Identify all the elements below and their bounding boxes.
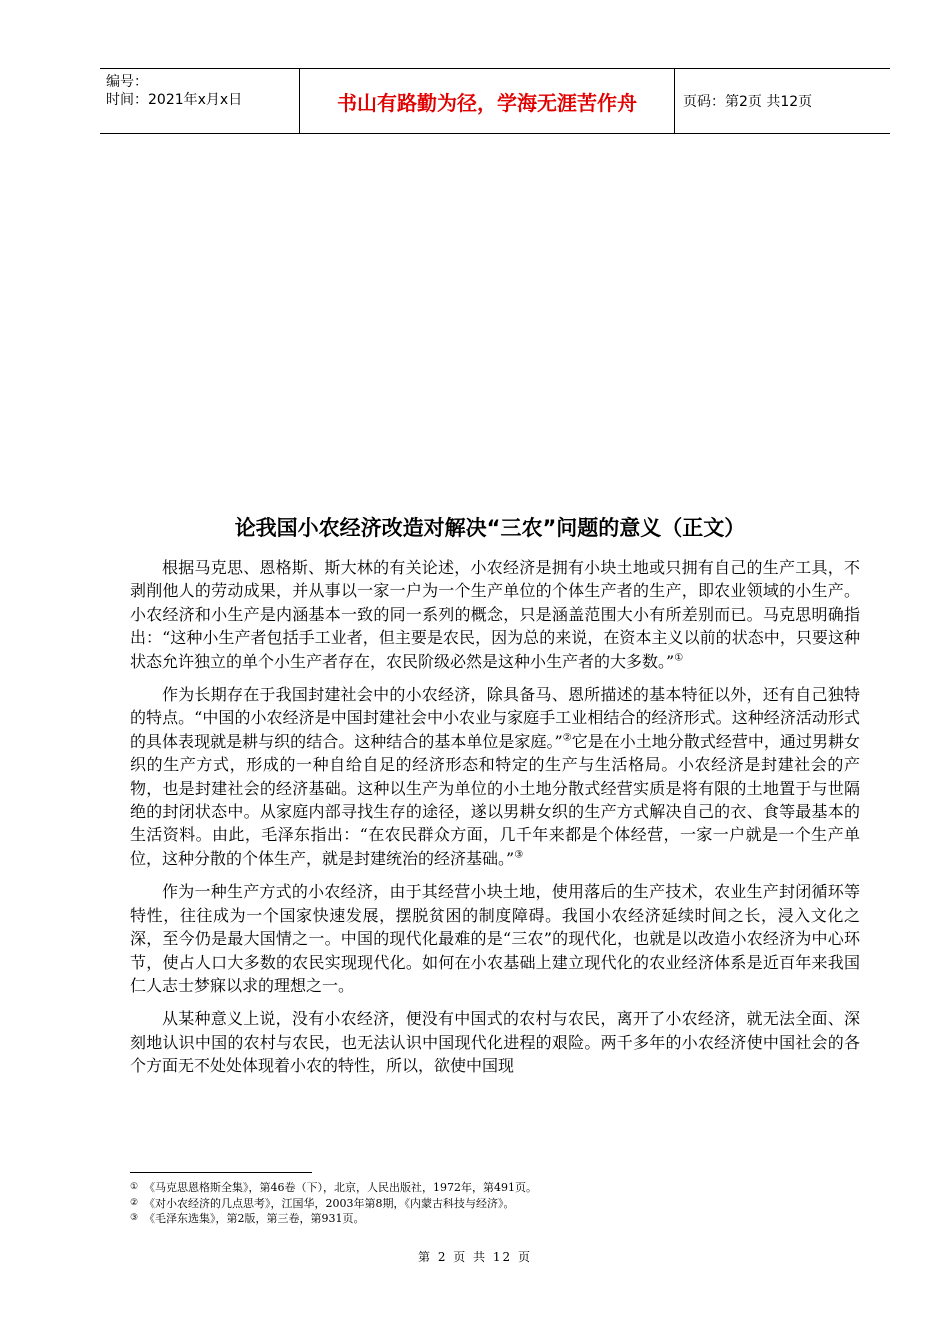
serial-label: 编号： (106, 74, 148, 90)
footnote-mark: ① (130, 1182, 139, 1192)
footnote (130, 1211, 850, 1227)
document-title: 论我国小农经济改造对解决“三农”问题的意义（正文） (234, 516, 746, 540)
footnote-text: 《对小农经济的几点思考》，江国华，2003年第8期，《内蒙古科技与经济》。 (144, 1196, 515, 1210)
footnote-ref: ② (562, 732, 572, 744)
footnote-mark: ③ (130, 1213, 139, 1223)
document-body (130, 556, 860, 1078)
footnote (130, 1180, 850, 1196)
paragraph-text: 它是在小土地分散式经营中，通过男耕女织的生产方式，形成的一种自给自足的经济形态和特定的生产与生活格局。小农经济是封建社会的产物，也是封建社会的经济基础。这种以生产为单位的小土地分散式经营实质是将有限的土地置于与世隔绝的封闭状态中。从家庭内部寻找生存的途径，遂以男耕女织的生产方式解决自己的衣、食等最基本的生活资料。由此，毛泽东指出：“在农民群众方面，几千年来都是个体经营，一家一户就是一个生产单位，这种分散的个体生产，就是封建统治的经济基础。” (130, 731, 860, 868)
paragraph (130, 1007, 860, 1077)
page-header (100, 68, 890, 134)
footnote-divider (130, 1172, 312, 1173)
footnote-text: 《马克思恩格斯全集》，第46卷（下），北京，人民出版社，1972年，第491页。 (144, 1181, 537, 1194)
paragraph-text: 根据马克思、恩格斯、斯大林的有关论述，小农经济是拥有小块土地或只拥有自己的生产工具，不剥削他人的劳动成果，并从事以一家一户为一个生产单位的个体生产者的生产，即农业领域的小生产。小农经济和小生产是内涵基本一致的同一系列的概念，只是涵盖范围大小有所差别而已。马克思明确指出：“这种小生产者包括手工业者，但主要是农民，因为总的来说，在资本主义以前的状态中，只要这种状态允许独立的单个小生产者存在，农民阶级必然是这种小生产者的大多数。” (130, 558, 860, 671)
footnotes (130, 1180, 850, 1227)
footnote-ref: ③ (514, 849, 524, 861)
footnote-text: 《毛泽东选集》，第2版，第三卷，第931页。 (144, 1212, 365, 1225)
time-label: 时间：2021年x月x日 (106, 92, 243, 108)
paragraph (130, 880, 860, 997)
paragraph-text: 作为长期存在于我国封建社会中的小农经济，除具备马、恩所描述的基本特征以外，还有自己独特的特点。“中国的小农经济是中国封建社会中小农业与家庭手工业相结合的经济形式。这种经济活动形式的具体表现就是耕与织的结合。这种结合的基本单位是家庭。” (130, 685, 860, 751)
footnote-ref: ① (674, 652, 684, 664)
header-page-code: 页码：第2页 共12页 (683, 94, 813, 110)
header-meta (100, 69, 300, 133)
footnote (130, 1196, 850, 1212)
paragraph-text: 作为一种生产方式的小农经济，由于其经营小块土地，使用落后的生产技术，农业生产封闭循环等特性，往往成为一个国家快速发展，摆脱贫困的制度障碍。我国小农经济延续时间之长，浸入文化之深，至今仍是最大国情之一。中国的现代化最难的是“三农”的现代化，也就是以改造小农经济为中心环节，使占人口大多数的农民实现现代化。如何在小农基础上建立现代化的农业经济体系是近百年来我国仁人志士梦寐以求的理想之一。 (130, 882, 860, 995)
paragraph (130, 556, 860, 673)
page-footer: 第 2 页 共 12 页 (418, 1250, 532, 1264)
paragraph (130, 683, 860, 870)
header-motto: 书山有路勤为径，学海无涯苦作舟 (300, 69, 675, 133)
footnote-mark: ② (130, 1197, 139, 1208)
paragraph-text: 从某种意义上说，没有小农经济，便没有中国式的农村与农民，离开了小农经济，就无法全面、深刻地认识中国的农村与农民，也无法认识中国现代化进程的艰险。两千多年的小农经济使中国社会的各个方面无不处处体现着小农的特性，所以，欲使中国现 (130, 1009, 860, 1076)
